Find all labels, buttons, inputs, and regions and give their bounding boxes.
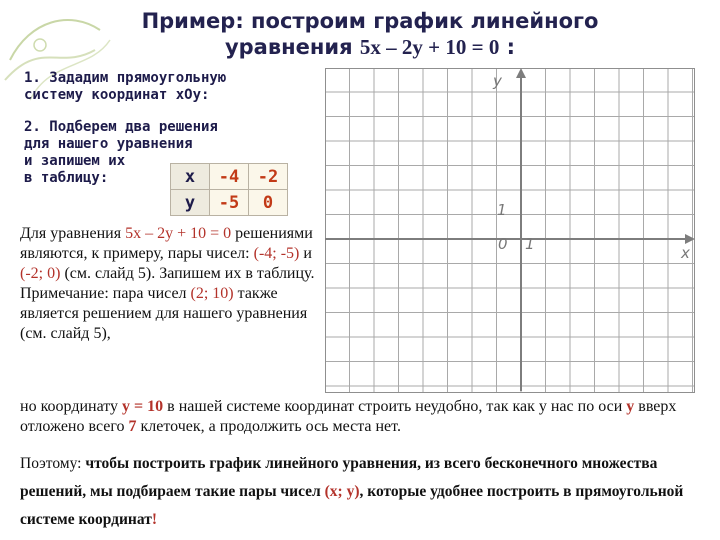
y-unit-label: 1: [497, 201, 507, 219]
title-word: уравнения: [224, 35, 353, 59]
step-2-line-2: для нашего уравнения: [24, 136, 193, 152]
equation-inline: 5x – 2y + 10 = 0: [125, 225, 232, 242]
text: чтобы построить график линейного уравнения, из всего бесконечного множества решений, мы подбираем такие пары чисел: [20, 455, 658, 500]
text: Для уравнения: [20, 225, 126, 242]
text: , которые удобнее построить в прямоугольной системе координат: [20, 483, 684, 528]
step-2-line-1: 2. Подберем два решения: [24, 119, 218, 135]
table-row-y: [171, 190, 288, 216]
step-1-line-2: систему координат хОу:: [24, 87, 210, 103]
note-text: Примечание: пара чисел: [20, 285, 191, 302]
text: в нашей системе координат строить неудобно, так как у нас по оси: [163, 398, 627, 415]
y-axis-label: y: [493, 72, 502, 90]
step-2-line-3: и запишем их: [24, 153, 126, 169]
pair-2: (-2; 0): [20, 265, 61, 282]
title-line-1: Пример: построим график линейного: [141, 9, 599, 33]
title-equation: 5x – 2y + 10 = 0: [359, 35, 500, 59]
table-cell-y-1: -5: [210, 190, 249, 216]
table-cell-y-2: 0: [249, 190, 288, 216]
cell-count: 7: [128, 418, 137, 435]
grid-frame: [326, 69, 695, 393]
step-2-line-4: в таблицу:: [24, 170, 109, 186]
table-cell-x-2: -2: [249, 164, 288, 190]
step-1-line-1: 1. Зададим прямоугольную: [24, 70, 227, 86]
table-cell-y-label: y: [171, 190, 210, 216]
origin-label: 0: [498, 235, 508, 253]
text: и: [299, 245, 312, 262]
table-cell-x-label: x: [171, 164, 210, 190]
text: (см. слайд 5). Запишем их в таблицу.: [60, 265, 315, 282]
table-cell-x-1: -4: [210, 164, 249, 190]
table-row-x: [171, 164, 288, 190]
paragraph-note: [20, 397, 700, 437]
coordinate-grid: [325, 68, 695, 393]
text: клеточек, а продолжить ось места нет.: [136, 418, 401, 435]
grid-lines: [325, 68, 695, 393]
step-1: [24, 70, 226, 104]
x-axis-arrow-icon: [685, 234, 695, 244]
solutions-table: [170, 163, 288, 216]
text: вверх отложено всего: [20, 398, 677, 435]
x-unit-label: 1: [525, 235, 535, 253]
paragraph-conclusion: [20, 450, 710, 534]
text: Поэтому:: [20, 455, 86, 472]
title-line-2: [60, 34, 680, 60]
pair-xy: (x; y): [324, 483, 360, 500]
paragraph-solutions: [20, 224, 320, 344]
text: также является решением для нашего уравнения (см. слайд 5),: [20, 285, 308, 342]
pair-1: (-4; -5): [253, 245, 300, 262]
exclamation: !: [151, 511, 157, 528]
text: но координату: [20, 398, 123, 415]
slide-title: [60, 8, 680, 60]
text: решениями являются, к примеру, пары чисел:: [20, 225, 313, 262]
y-axis-ref: y: [626, 398, 635, 415]
x-axis-label: x: [681, 244, 690, 262]
title-colon: :: [506, 35, 516, 59]
y-coordinate-value: y = 10: [122, 398, 164, 415]
pair-3: (2; 10): [190, 285, 234, 302]
y-axis-arrow-icon: [516, 68, 526, 78]
